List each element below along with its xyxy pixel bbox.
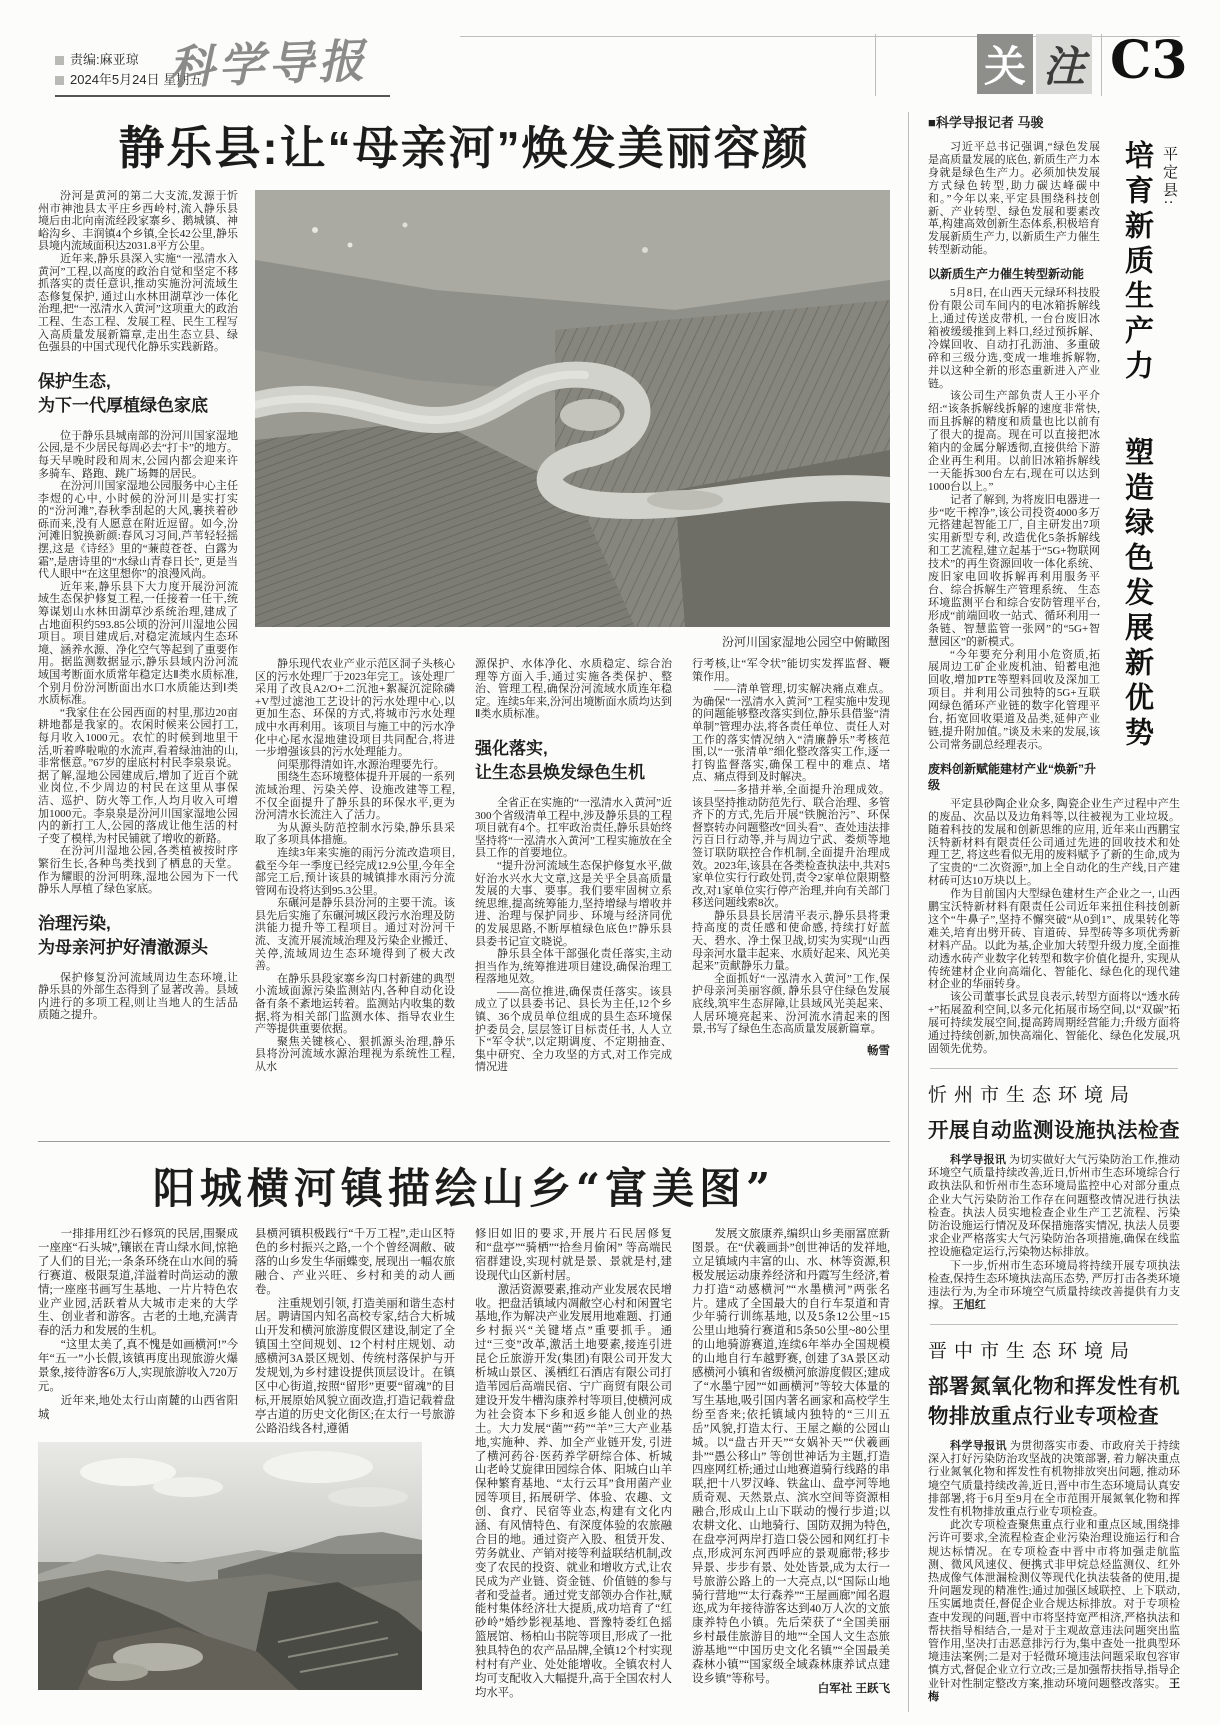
vertical-rule xyxy=(908,112,909,1712)
divider-main-bottom xyxy=(38,1141,890,1142)
paragraph: 东碾河是静乐县汾河的主要干流。该县先后实施了东碾河城区段污水治理及防洪能力提升等工程项目。通过对汾河干流、支流开展流域治理及污染企业搬迁、关停,流域周边生态环境得到了极大改善。 xyxy=(255,897,455,973)
issue-date: 2024年5月24日 星期五 xyxy=(70,72,203,87)
main-headline: 静乐县:让“母亲河”焕发美丽容颜 xyxy=(118,122,810,174)
paragraph: “我家住在公园西面的村里,那边20亩耕地都是我家的。农闲时候来公园打工,每月收入1000元。农忙的时候到地里干活,听着哗啦啦的水流声,看着绿油油的山,非常惬意。”67岁的崖底村村民李泉泉说。据了解,湿地公园建成后,增加了近百个就业岗位,不少周边的村民在这里从事保洁、巡护、防火等工作,人均月收入可增加1000元。李泉泉是汾河川国家湿地公园内的新打工人,公园的落成让他生活的村子变了模样,为村民铺就了增收的新路。 xyxy=(38,706,238,845)
xinzhou-headline: 开展自动监测设施执法检查 xyxy=(928,1119,1180,1142)
yangcheng-article xyxy=(38,1150,890,1725)
xinzhou-article xyxy=(928,1080,1180,1320)
paragraph: 为从源头防范控制水污染,静乐县采取了多项具体措施。 xyxy=(255,821,455,847)
yangcheng-col-3 xyxy=(475,1228,672,1706)
paragraph: 静乐县全体干部强化责任落实,主动担当作为,统筹推进项目建设,确保治理工程落地见效。 xyxy=(475,948,672,986)
divider-jinzhong xyxy=(930,1324,1178,1325)
paragraph: 县横河镇积极践行“千万工程”,走山区特色的乡村振兴之路,一个个曾经凋敝、破落的山乡发生华丽蝶变, 展现出一幅农旅融合、产业兴旺、乡村和美的动人画卷。 xyxy=(255,1228,455,1296)
paragraph: “提升汾河流域生态保护修复水平,做好治水兴水大文章,这是关乎全县高质量发展的大事、要事。我们要牢固树立系统思维,提高统筹能力,坚持增绿与增收并进、治理与保护同步、环境与经济同优的发展思路,不断厚植绿色底色!”静乐县县委书记宣文晓说。 xyxy=(475,859,672,948)
paragraph: 发展文旅康养,编织山乡美丽富庶新图景。在“伏羲画卦”创世神话的发祥地,立足镇域内丰富的山、水、林等资源,积极发展运动康养经济和丹霞写生经济,着力打造“动感横河”“水墨横河”两张名片。建成了全国最大的自行车泵道和青少年骑行训练基地, 以及5条12公里~15公里山地骑行赛道和5条50公里~80公里的山地骑游赛道,连续6年举办全国规模的山地自行车越野赛, 创建了3A景区动感横河小镇和省级横河旅游度假区;建成了“水墨宁园”“如画横河”等较大体量的写生基地,吸引国内著名画家和高校学生纷至沓来;依托镇域内独特的“三川五岳”风貌,打造太行、王屋之巅的公园山城。以“盘古开天”“女娲补天”“伏羲画卦”“愚公移山” 等创世神话为主题,打造四座网红桥;通过山地赛道骑行线路的串联,把十八罗汉峰、铁盆山、盘亭河等地质奇观、天然景点、滨水空间等资源相融合,形成山上山下联动的慢行步道;以农耕文化、山地骑行、国防双拥为特色,在盘亭河两岸打造口袋公园和网红打卡点,形成河东河西呼应的景观廊带;移步异景、步步有景、处处皆景,成为太行一号旅游公路上的一大亮点,以“国际山地骑行营地”“太行森养”“王屋画廊”闻名遐迩,成为年接待游客达到40万人次的文旅康养特色小镇。先后荣获了“全国美丽乡村最佳旅游目的地”“全国人文生态旅游基地”“中国历史文化名镇”“全国最美森林小镇”“国家级全域森林康养试点建设乡镇”等称号。 xyxy=(692,1228,890,1685)
author-wangxuhong: 王旭红 xyxy=(952,1299,986,1312)
bullet-square-icon xyxy=(55,56,64,65)
paragraph: ——清单管理,切实解决痛点难点。为确保“一泓清水入黄河”工程实施中发现的问题能够整改落实到位,静乐县借鉴“清单制”管理办法,将各责任单位、责任人对工作的落实情况纳入“清廉静乐”考核范围,以“一张清单”细化整改落实工作,逐一打钩监督落实,确保工程中的难点、堵点、痛点得到及时解决。 xyxy=(692,683,890,784)
section-box-zhu xyxy=(1036,34,1092,94)
paragraph: 科学导报讯 为贯彻落实市委、市政府关于持续深入打好污染防治攻坚战的决策部署, 着力解决重点行业氮氧化物和挥发性有机物排放突出问题, 推动环境空气质量持续改善,近日,晋中市生态环境局认真安排部署,将于6月至9月在全市范围开展氮氧化物和挥发性有机物排放重点行业专项检查。 xyxy=(928,1440,1180,1519)
photo-river-aerial xyxy=(255,190,890,627)
page-number: C3 xyxy=(1110,30,1188,91)
paragraph: 修旧如旧的要求,开展片石民居修复和“盘亭”“骑栖”“拾叁月偷闲” 等高端民宿群建设,实现村就是景、景就是村,建设现代山区新村居。 xyxy=(475,1228,672,1282)
divider-xinzhou xyxy=(930,1068,1178,1069)
paragraph: 该公司董事长武昱良表示,转型方面将以“透水砖+”拓展盈利空间,以多元化拓展市场空间,以“双碳”拓展可持续发展空间,提高跨周期经营能力;升级方面将通过持续创新,加快高端化、智能化、绿色化发展,巩固领先优势。 xyxy=(928,991,1180,1055)
yangcheng-col-2 xyxy=(255,1228,455,1438)
yangcheng-col-4 xyxy=(692,1228,890,1706)
section-char-1: 关 xyxy=(983,43,1026,90)
pingding-article xyxy=(928,112,1180,1062)
paragraph: 源保护、水体净化、水质稳定、综合治理等方面入手,通过实施各类保护、整治、管理工程,确保汾河流域水质连年稳定。连续5年来,汾河出境断面水质均达到Ⅱ类水质标准。 xyxy=(475,658,672,721)
editor-name: 责编:麻亚琼 xyxy=(70,52,139,67)
kicker-xinzhou: 忻州市生态环境局 xyxy=(928,1085,1137,1106)
paragraph: 近年来,地处太行山南麓的山西省阳城 xyxy=(38,1394,238,1421)
paragraph: 一排排用红沙石修筑的民居,围聚成一座座“石头城”,镶嵌在青山绿水间,惊艳了人们的目光;一条条环绕在山水间的骑行赛道、极限泵道,洋溢着时尚运动的激情;一座座书画写生基地、一片片特色农业产业园,活跃着从大城市走来的大学生、创业者和游客。古老的土地,充满青春的活力和发展的生机。 xyxy=(38,1228,238,1338)
paragraph: 全面抓好“一泓清水入黄河”工作,保护母亲河美丽容颜, 静乐县守住绿色发展底线,筑牢生态屏障,让县域风光美起来、人居环境亮起来、汾河流水清起来的图景,书写了绿色生态高质量发展新篇章。 xyxy=(692,972,890,1036)
author-wangmei: 王梅 xyxy=(928,1677,1180,1703)
subhead-treat-pollution: 治理污染, 为母亲河护好清澈源头 xyxy=(38,913,208,957)
main-article xyxy=(38,112,890,1140)
authors-yangcheng: 白军社 王跃飞 xyxy=(817,1683,890,1695)
paragraph: ——高位推进,确保责任落实。该县成立了以县委书记、县长为主任,12个乡镇、36个成员单位组成的县生态环境保护委员会, 层层签订目标责任书, 人人立下“军令状”,以定期调度、不定期抽查、集中研究、全力攻坚的方式,对工作完成情况进 xyxy=(475,985,672,1074)
paragraph: 作为目前国内大型绿色建材生产企业之一, 山西鹏宝沃特新材料有限责任公司近年来扭住科技创新这个“牛鼻子”,坚持不懈突破“从0到1”、成果转化等难关,培育出劈开砖、盲道砖、异型砖等多项优秀新材料产品。以此为基,企业加大转型升级力度,全面推动透水砖产业数字化转型和数字价值化提升, 实现从传统建材企业向高端化、智能化、绿色化的现代建材企业的华丽转身。 xyxy=(928,888,1180,991)
paragraph: 此次专项检查聚焦重点行业和重点区域,围绕排污许可要求,全流程检查企业污染治理设施运行和合规达标情况。在专项检查中晋中市将加强走航监测、微风风速仪、便携式非甲烷总烃监测仪、红外热成像气体泄漏检测仪等现代化执法装备的使用,提升问题发现的精准性;通过加强区域联控、上下联动,压实属地责任,督促企业合规达标排放。对于专项检查中发现的问题,晋中市将坚持宽严相济,严格执法和帮扶指导相结合,一是对于主观故意违法问题突出监管作用,坚决打击恶意排污行为,集中查处一批典型环境违法案例;二是对于轻微环境违法问题采取包容审慎方式,督促企业立行立改;三是加强帮扶指导,指导企业针对性制定整改方案,推动环境问题整改落实。 王梅 xyxy=(928,1519,1180,1703)
main-col-4 xyxy=(692,658,890,1140)
lead-label: 科学导报讯 xyxy=(950,1440,1007,1452)
section-char-2: 注 xyxy=(1042,42,1085,91)
subhead-strengthen-implementation: 强化落实, 让生态县焕发绿色生机 xyxy=(475,738,645,782)
photo-caption: 汾河川国家湿地公园空中俯瞰图 xyxy=(721,635,890,649)
vertical-headline-text: 培育新质生产力 塑造绿色发展新优势 xyxy=(1121,140,1155,753)
paragraph: 该公司生产部负责人王小平介绍:“该条拆解线拆解的速度非常快,而且拆解的精度和质量也比以前有了很大的提高。现在可以直接把冰箱内的金属分解透彻,直接供给下游企业再生利用。以前旧冰箱拆解线一天能拆300台左右,现在可以达到1000台以上。” xyxy=(928,390,1100,493)
paragraph: 在汾河川湿地公园,各类植被按时序繁衍生长,各种鸟类找到了栖息的天堂。作为耀眼的汾河明珠,湿地公园为下一代静乐人厚植了绿色家底。 xyxy=(38,845,238,896)
jinzhong-article xyxy=(928,1336,1180,1722)
vertical-kicker: 平定县: xyxy=(1161,146,1177,208)
paragraph: 聚焦关键核心、狠抓源头治理,静乐县将汾河流域水源治理视为系统性工程,从水 xyxy=(255,1035,455,1073)
paragraph: 连续3年来实施的雨污分流改造项目,截至今年一季度已经完成12.9公里,今年全部完工后,预计该县的城镇排水雨污分流管网布设将达到95.3公里。 xyxy=(255,846,455,897)
bullet-square-icon xyxy=(55,76,64,85)
reporter-byline: ■科学导报记者 马骏 xyxy=(928,115,1044,130)
kicker-jinzhong: 晋中市生态环境局 xyxy=(928,1341,1137,1362)
paragraph: 近年来,静乐县深入实施“一泓清水入黄河”工程,以高度的政治自觉和坚定不移抓落实的责任意识,推动实施汾河流域生态修复保护, 通过山水林田湖草沙一体化治理,把“一泓清水入黄河”这项重大的政治工程、生态工程、发展工程、民生工程写入高质量发展新篇章,走出生态立县、绿色强县的中国式现代化静乐实践新路。 xyxy=(38,252,238,354)
subhead-protect-ecology: 保护生态, 为下一代厚植绿色家底 xyxy=(38,371,208,415)
paragraph: 激活资源要素,推动产业发展农民增收。把盘活镇域内凋敝空心村和闲置宅基地,作为解决产业发展用地难题、打通乡村振兴“关键堵点”重要抓手。通过“三变”改革,激活土地要素,接连引进昆仑丘旅游开发(集团)有限公司开发大析城山景区、溪栖红石酒店有限公司打造苇园后高端民宿、宁广商贸有限公司建设开发牛槽沟康养村等项目,使横河成为社会资本下乡和返乡能人创业的热土。大力发展“菌”“药”“羊”三大产业基地,实施种、养、加全产业链开发, 引进了横河药谷·医药养学研综合体、析城山老岭艾旋律田园综合体、阳城白山羊保种繁育基地、“太行云耳”食用菌产业园等项目, 拓展研学、体验、农趣、文创、食疗、民宿等业态,构建有文化内涵、有风情特色、有深度体验的农旅融合目的地。通过资产入股、租赁开发、劳务就业、产销对接等利益联结机制,改变了农民的投资、就业和增收方式,让农民成为产业链、资金链、价值链的参与者和受益者。通过党支部领办合作社,赋能村集体经济壮大提质,成功培育了“红砂岭”婚纱影视基地、晋豫特委红色摇篮展馆、杨柏山书院等项目,形成了一批独具特色的农产品品牌,全镇12个村实现村村有产业、处处能增收。全镇农村人均可支配收入大幅提升,高于全国农村人均水平。 xyxy=(475,1283,672,1699)
mountain-illustration xyxy=(38,1442,422,1690)
paragraph: 下一步,忻州市生态环境局将持续开展专项执法检查,保持生态环境执法高压态势, 严厉打击各类环境违法行为,为全市环境空气质量持续改善提供有力支撑。 王旭红 xyxy=(928,1259,1180,1312)
header-vline-right xyxy=(1101,34,1102,96)
section-box-guan xyxy=(977,34,1033,94)
paragraph: 注重规划引领, 打造美丽和谐生态村居。聘请国内知名高校专家,结合大析城山开发和横河旅游度假区建设,制定了全镇国土空间规划、12个村村庄规划、动感横河3A景区规划、传统村落保护与开发规划,为乡村建设提供顶层设计。在镇区中心街道,按照“留形”更要“留魂”的目标,开展原始风貌立面改造,打造记载着盘亭古道的历史文化街区;在太行一号旅游公路沿线各村,遵循 xyxy=(255,1297,455,1435)
paragraph: 行考核,让“军令状”能切实发挥监督、鞭策作用。 xyxy=(692,658,890,683)
paragraph: 在静乐县段家寨乡沟口村新建的典型小流域面源污染监测站内,各种自动化设备有条不紊地运转着。监测站内收集的数据,将为相关部门监测水体、指导农业生产等提供重要依据。 xyxy=(255,972,455,1036)
paragraph: 全省正在实施的“一泓清水入黄河”近300个省级清单工程中,涉及静乐县的工程项目就有4个。扛牢政治责任,静乐县始终坚持将“一泓清水入黄河”工程实施放在全县工作的首要地位。 xyxy=(475,796,672,860)
paragraph: “今年要充分利用小危资质,拓展周边工矿企业废机油、铅蓄电池回收,增加PTE等塑料回收及深加工项目。并利用公司独特的5G+互联网绿色循环产业链的数字化管理平台, 拓宽回收渠道及品类,延伸产业链,提升附加值。”谈及未来的发展,该公司常务副总经理表示。 xyxy=(928,648,1100,751)
river-aerial-illustration xyxy=(255,190,890,627)
paragraph: 围绕生态环境整体提升开展的一系列流域治理、污染关停、设施改建等工程,不仅全面提升了静乐县的环保水平,更为汾河清水长流注入了活力。 xyxy=(255,771,455,822)
yangcheng-headline: 阳城横河镇描绘山乡“富美图” xyxy=(152,1164,776,1213)
jinzhong-headline: 部署氮氧化物和挥发性有机物排放重点行业专项检查 xyxy=(928,1375,1180,1428)
paragraph: 近年来,静乐县下大力度开展汾河流域生态保护修复工程,一任接着一任干,统筹谋划山水林田湖草沙系统治理,建成了占地面积约593.85公顷的汾河川湿地公园项目。项目建成后,对稳定流域内生态环境、涵养水源、净化空气等起到了重要作用。据监测数据显示,静乐县域内汾河流域国考断面水质常年稳定达Ⅱ类水质标准,个别月份汾河断面出水口水质能达到Ⅰ类水质标准。 xyxy=(38,580,238,707)
header-vline-left xyxy=(875,34,876,96)
main-col-3 xyxy=(475,658,672,1140)
paragraph: 汾河是黄河的第二大支流,发源于忻州市神池县太平庄乡西岭村,流入静乐县境后由北向南流经段家寨乡、鹅城镇、神峪沟乡、丰润镇4个乡镇,全长42公里,静乐县境内流域面积达2031.8平方公里。 xyxy=(38,190,238,253)
paragraph: 在汾河川国家湿地公园服务中心主任李煜的心中, 小时候的汾河川是实打实的“汾河滩”,春秋季刮起的大风,裹挟着砂砾而来,没有人愿意在附近逗留。如今,汾河滩旧貌换新颜:春风习习间,芦苇轻轻摇摆,这是《诗经》里的“蒹葭苍苍、白露为霜”,是唐诗里的“水绿山青春日长”, 更是当代人眼中“在这里想你”的浪漫风尚。 xyxy=(38,480,238,581)
main-col-1 xyxy=(38,190,238,1142)
yangcheng-col-1 xyxy=(38,1228,238,1438)
paragraph: 位于静乐县城南部的汾河川国家湿地公园,是不少居民每周必去“打卡”的地方。每天早晚时段和周末,公园内都会迎来许多骑车、路跑、跳广场舞的居民。 xyxy=(38,429,238,480)
photo-mountain-landscape xyxy=(38,1442,422,1690)
paragraph: 平定县砂陶企业众多, 陶瓷企业生产过程中产生的废品、次品以及边角料等,以往被视为工业垃圾。随着科技的发展和创新思维的应用, 近年来山西鹏宝沃特新材料有限责任公司通过先进的回收技术和处理工艺, 将这些看似无用的废料赋予了新的生命,成为了宝贵的“二次资源”,加上全自动化的生产线,日产建材砖可达10万块以上。 xyxy=(928,797,1180,888)
paragraph: 静乐县县长居清平表示,静乐县将秉持高度的责任感和使命感, 持续打好蓝天、碧水、净土保卫战,切实为实现“山西母亲河水量丰起来、水质好起来、风光美起来”贡献静乐力量。 xyxy=(692,909,890,973)
paragraph: 静乐现代农业产业示范区洞子头核心区的污水处理厂于2023年完工。该处理厂采用了改良A2/O+二沉池+絮凝沉淀除磷+V型过滤池工艺设计的污水处理中心,以更加生态、环保的方式,将城市污水处理成中水再利用。该项目与施工中的污水净化中心尾水湿地建设项目共同配合,将进一步增强该县的污水处理能力。 xyxy=(255,658,455,759)
paragraph: 5月8日, 在山西天元绿环科技股份有限公司车间内的电冰箱拆解线上,通过传送皮带机, 一台台废旧冰箱被缓缓推到上料口,经过预拆解、冷媒回收、自动打孔沥油、多重破碎和三级分选,变成一堆堆拆解物, 并以这种全新的形态重新进入产业链。 xyxy=(928,287,1100,390)
paragraph: ——多措并举,全面提升治理成效。该县坚持推动防范先行、联合治理、多管齐下的方式,先后开展“铁腕治污”、环保督察转办问题整改“回头看”、查处违法排污百日行动等,并与周边宁武、娄烦等地签订联防联控合作机制,全面提升治理成效。2023年,该县在各类检查执法中,共对5家单位实行行政处罚,责令2家单位限期整改,对1家单位实行停产治理,并向有关部门移送问题线索8次。 xyxy=(692,783,890,910)
paragraph: 科学导报讯 为切实做好大气污染防治工作,推动环境空气质量持续改善,近日,忻州市生态环境综合行政执法队和忻州市生态环境局监控中心对部分重点企业大气污染防治工作存在问题整改情况进行执法检查。执法人员实地检查企业生产工艺流程、污染防治设施运行情况及环保措施落实情况, 执法人员要求企业严格落实大气污染防治各项措施,确保在线监控设施稳定运行,污染物达标排放。 xyxy=(928,1154,1180,1259)
lead-label: 科学导报讯 xyxy=(950,1154,1007,1166)
paragraph: “这里太美了,真不愧是如画横河!”今年“五一”小长假,该镇再度出现旅游火爆景象,接待游客6万人,实现旅游收入720万元。 xyxy=(38,1339,238,1393)
subhead-waste-innovation: 废料创新赋能建材产业“焕新”升级 xyxy=(928,761,1097,792)
vertical-headline xyxy=(1118,140,1180,810)
masthead-logo: 科学导报 xyxy=(167,33,369,95)
author-changxue: 畅雪 xyxy=(867,1044,890,1057)
paragraph: 问渠那得清如许,水源治理要先行。 xyxy=(277,758,445,771)
paragraph: 习近平总书记强调,“绿色发展是高质量发展的底色, 新质生产力本身就是绿色生产力。必须加快发展方式绿色转型,助力碳达峰碳中和。”今年以来,平定县围绕科技创新、产业转型、绿色发展和要素改革,构建高效创新生态体系,积极培育发展新质生产力, 以新质生产力催生转型新动能。 xyxy=(928,141,1100,257)
paragraph: 保护修复汾河流域周边生态环境,让静乐县的外部生态得到了显著改善。县域内进行的多项工程,则让当地人的生活品质随之提升。 xyxy=(38,971,238,1022)
main-col-2 xyxy=(255,658,455,1140)
subhead-new-productivity: 以新质生产力催生转型新动能 xyxy=(928,267,1085,282)
paragraph: 记者了解到, 为将废旧电器进一步“吃干榨净”,该公司投资4000多万元搭建起智能工厂, 自主研发出7项实用新型专利, 改造优化5条拆解线和工艺流程,建立起基于“5G+物联网技术”的再生资源回收一体化系统、废旧家电回收拆解再利用服务平台、综合拆解生产管理系统、 生态环境监测平台和综合安防管理平台,形成“前端回收一站式、循环利用一条链、智慧监管一张网”的“5G+智慧园区”的新模式。 xyxy=(928,493,1100,648)
